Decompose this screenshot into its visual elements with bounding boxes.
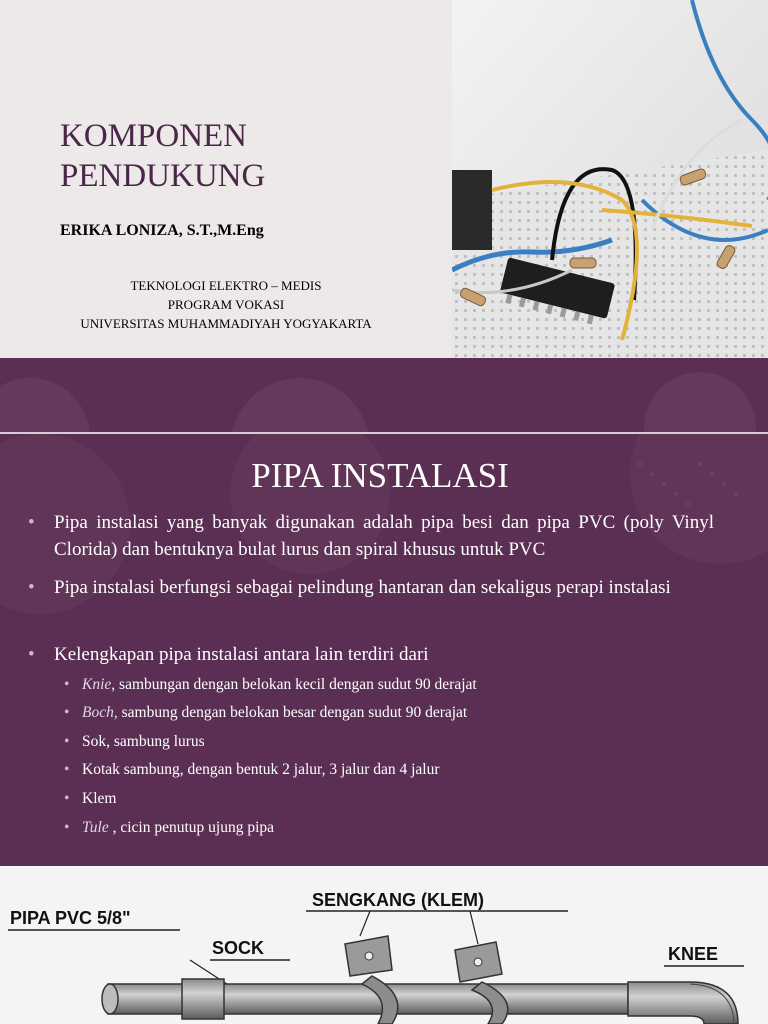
sub-bullet-item bbox=[64, 732, 714, 752]
sub-bullet-dot: • bbox=[64, 761, 70, 778]
sub-bullet-item bbox=[64, 818, 714, 838]
pipe-end bbox=[102, 984, 118, 1014]
bullet-text: Kelengkapan pipa instalasi antara lain terdiri dari bbox=[54, 644, 429, 665]
term-description: sambung dengan belokan besar dengan sudut 90 derajat bbox=[117, 704, 468, 721]
content-slide bbox=[0, 434, 768, 866]
pipa-label: PIPA PVC 5/8" bbox=[10, 908, 131, 928]
sub-bullet-dot: • bbox=[64, 676, 70, 693]
sub-bullet-dot: • bbox=[64, 790, 70, 807]
bullet-item bbox=[28, 509, 714, 563]
pipe-diagram bbox=[0, 866, 768, 1024]
department-line: TEKNOLOGI ELEKTRO – MEDIS bbox=[130, 278, 322, 293]
bullet-item bbox=[28, 574, 714, 601]
title-slide-header bbox=[0, 0, 768, 358]
slide-heading: PIPA INSTALASI bbox=[251, 456, 509, 495]
knee-label: KNEE bbox=[668, 944, 719, 964]
affiliation-block bbox=[30, 276, 422, 333]
sub-bullet-text: Klem bbox=[82, 790, 117, 807]
decorative-band bbox=[0, 358, 768, 432]
sub-bullet-text bbox=[82, 675, 714, 695]
slide-title: KOMPONEN PENDUKUNG bbox=[60, 118, 266, 194]
bullet-text: Pipa instalasi yang banyak digunakan adalah pipa besi dan pipa PVC (poly Vinyl Clorida) dan bentuknya bulat lurus dan spiral khusus untuk PVC bbox=[54, 512, 714, 560]
sub-bullet-dot: • bbox=[64, 733, 70, 750]
sock-coupling bbox=[182, 979, 224, 1019]
pipe-illustration bbox=[0, 866, 768, 1024]
sub-bullet-text bbox=[82, 703, 714, 723]
sub-bullet-text bbox=[82, 818, 714, 838]
title-panel bbox=[0, 0, 452, 358]
term-boch: Boch, bbox=[82, 704, 118, 721]
bullet-text: Pipa instalasi berfungsi sebagai pelindung hantaran dan sekaligus perapi instalasi bbox=[54, 577, 671, 598]
sub-bullet-dot: • bbox=[64, 819, 70, 836]
university-line: UNIVERSITAS MUHAMMADIYAH YOGYAKARTA bbox=[80, 316, 372, 331]
sub-bullet-item bbox=[64, 760, 714, 780]
bullet-dot: • bbox=[28, 577, 35, 598]
term-knie: Knie bbox=[82, 676, 112, 693]
title-slide bbox=[0, 0, 768, 432]
sub-bullet-dot: • bbox=[64, 704, 70, 721]
term-description: , sambungan dengan belokan kecil dengan sudut 90 derajat bbox=[111, 676, 477, 693]
knee-elbow bbox=[628, 982, 738, 1024]
sock-label: SOCK bbox=[212, 938, 265, 958]
sub-bullet-item bbox=[64, 789, 714, 809]
sub-bullet-item bbox=[64, 675, 714, 695]
bullet-item bbox=[28, 641, 714, 668]
author-name: ERIKA LONIZA, S.T.,M.Eng bbox=[60, 222, 264, 239]
bullet-dot: • bbox=[28, 644, 35, 665]
sub-bullet-item bbox=[64, 703, 714, 723]
term-tule: Tule bbox=[82, 819, 109, 836]
breadboard-photo bbox=[452, 0, 768, 358]
sengkang-label: SENGKANG (KLEM) bbox=[312, 890, 484, 910]
sub-bullet-text: Sok, sambung lurus bbox=[82, 733, 205, 750]
program-line: PROGRAM VOKASI bbox=[167, 297, 285, 312]
bullet-dot: • bbox=[28, 512, 35, 533]
term-description: , cicin penutup ujung pipa bbox=[108, 819, 275, 836]
sub-bullet-text: Kotak sambung, dengan bentuk 2 jalur, 3 jalur dan 4 jalur bbox=[82, 761, 440, 778]
